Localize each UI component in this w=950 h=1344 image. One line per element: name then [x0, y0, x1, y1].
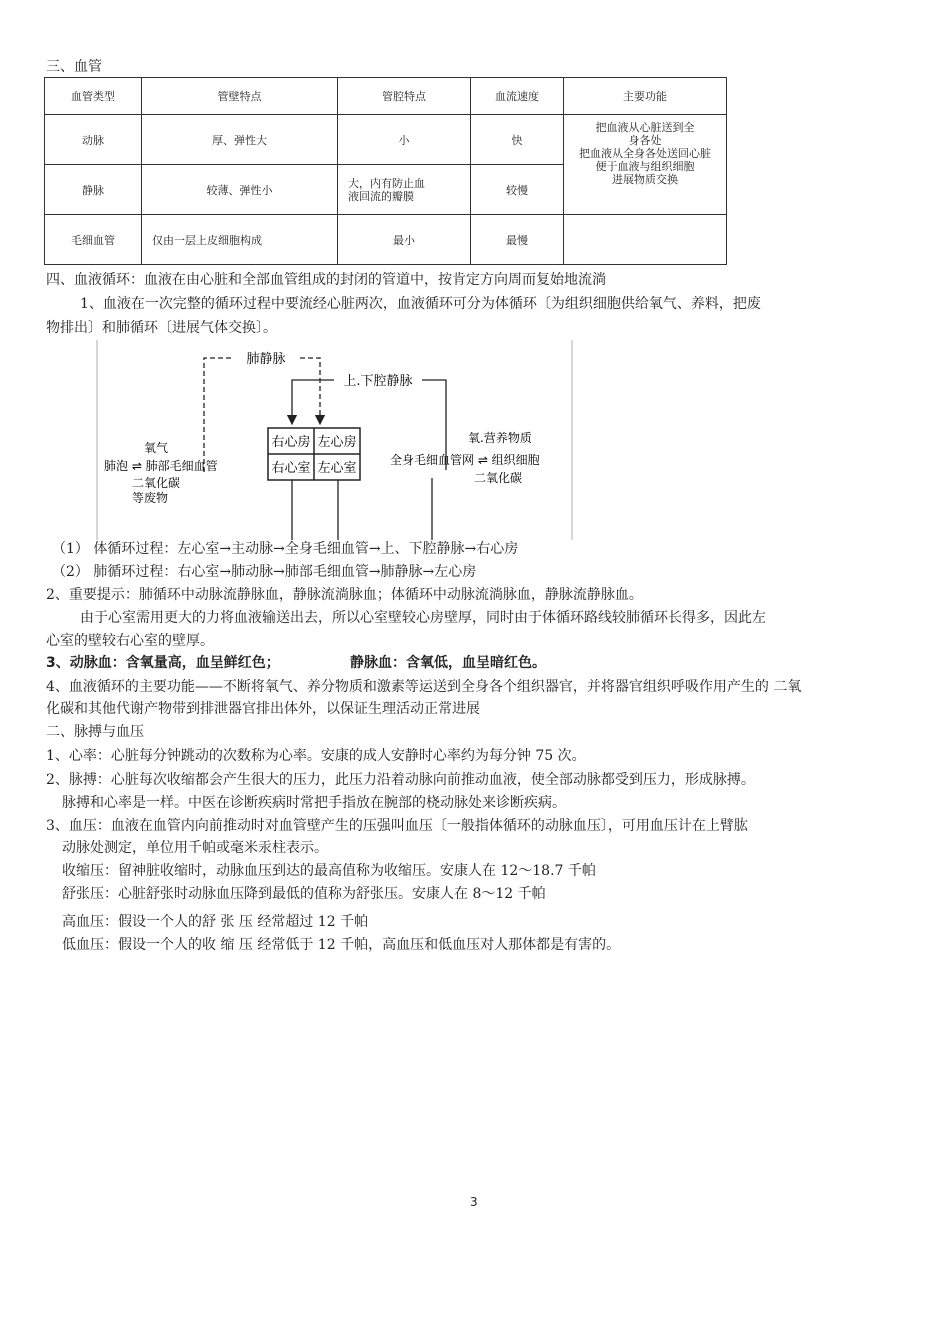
function-cell: [564, 115, 727, 215]
circulation-diagram: [96, 340, 574, 540]
circulation-p1-line1: 1、血液在一次完整的循环过程中要流经心脏两次，血液循环可分为体循环〔为组织细胞供给氧气、养料，把废: [80, 296, 761, 312]
pulmonary-vein-arrow: [300, 358, 320, 424]
table-header-row: [45, 78, 727, 115]
table-cell: [564, 215, 727, 265]
circulation-function-line2: 化碳和其他代谢产物带到排泄器官排出体外，以保证生理活动正常进展: [46, 701, 480, 717]
section-title-pulse: 二、脉搏与血压: [46, 724, 144, 740]
table-cell: 较慢: [471, 165, 564, 215]
oxygen-nutrients-label: 氧.营养物质: [468, 431, 532, 445]
co2-label: 二氧化碳: [474, 471, 523, 485]
important-tip: 2、重要提示：肺循环中动脉流静脉血，静脉流淌脉血；体循环中动脉流淌脉血，静脉流静脉血。: [46, 587, 643, 603]
blood-pressure-line1: 3、血压：血液在血管内向前推动时对血管壁产生的压强叫血压〔一般指体循环的动脉血压〕，可用血压计在上臂肱: [46, 818, 748, 834]
table-cell: 小: [338, 115, 471, 165]
systemic-circulation-line: （1） 体循环过程：左心室→主动脉→全身毛细血管→上、下腔静脉→右心房: [52, 541, 519, 557]
vena-cava-arrow: [292, 380, 334, 424]
right-ventricle-label: 右心室: [271, 461, 311, 476]
table-cell: 最慢: [471, 215, 564, 265]
function-line: 便于血液与组织细胞: [595, 160, 695, 173]
table-header: 血管类型: [45, 78, 142, 115]
co2-waste-label-2: 等废物: [132, 491, 169, 505]
table-cell: 仅由一层上皮细胞构成: [142, 215, 338, 265]
function-line: 把血液从全身各处送回心脏: [579, 147, 711, 160]
table-cell: 快: [471, 115, 564, 165]
table-header: 管腔特点: [338, 78, 471, 115]
table-header: 血流速度: [471, 78, 564, 115]
pulmonary-circulation-line: （2） 肺循环过程：右心室→肺动脉→肺部毛细血管→肺静脉→左心房: [52, 564, 477, 580]
table-header: 主要功能: [564, 78, 727, 115]
vessel-table: [44, 77, 727, 265]
lumen-line: 大，内有防止血: [348, 176, 425, 190]
lumen-line: 液回流的瓣膜: [348, 189, 414, 203]
function-line: 身各处: [628, 134, 662, 147]
table-cell: 厚、弹性大: [142, 115, 338, 165]
oxygen-label: 氧气: [144, 441, 169, 455]
circulation-intro: 四、血液循环：血液在由心脏和全部血管组成的封闭的管道中，按肯定方向周而复始地流淌: [46, 272, 606, 288]
function-line: 把血液从心脏送到全: [595, 121, 695, 134]
pulse-line1: 2、脉搏：心脏每次收缩都会产生很大的压力，此压力沿着动脉向前推动血液，使全部动脉都受到压力，形成脉搏。: [46, 772, 755, 788]
left-atrium-label: 左心房: [317, 435, 357, 450]
pulse-line2: 脉搏和心率是一样。中医在诊断疾病时常把手指放在腕部的桡动脉处来诊断疾病。: [62, 795, 566, 811]
ventricle-reason-line2: 心室的壁较右心室的壁厚。: [46, 633, 214, 649]
page-number: 3: [470, 1195, 478, 1209]
right-atrium-label: 右心房: [271, 435, 311, 450]
section-title-vessels: 三、血管: [46, 59, 102, 75]
function-line: 进展物质交换: [612, 173, 678, 186]
heart-rate-line: 1、心率：心脏每分钟跳动的次数称为心率。安康的成人安静时心率约为每分钟 75 次。: [46, 748, 586, 764]
co2-waste-label-1: 二氧化碳: [132, 476, 181, 490]
high-bp-line: 高血压：假设一个人的舒 张 压 经常超过 12 千帕: [62, 914, 369, 930]
low-bp-line: 低血压：假设一个人的收 缩 压 经常低于 12 千帕，高血压和低血压对人那体都是有害的。: [62, 937, 621, 953]
circulation-function-line1: 4、血液循环的主要功能——不断将氧气、养分物质和激素等运送到全身各个组织器官，并将器官组织呼吸作用产生的 二氧: [46, 679, 802, 695]
blood-pressure-line2: 动脉处测定，单位用千帕或毫米汞柱表示。: [62, 840, 328, 856]
vena-cava-label: 上.下腔静脉: [343, 374, 413, 389]
table-row: [45, 215, 727, 265]
table-cell: [338, 165, 471, 215]
diastolic-line: 舒张压：心脏舒张时动脉血压降到最低的值称为舒张压。安康人在 8～12 千帕: [62, 886, 546, 902]
table-cell: 最小: [338, 215, 471, 265]
venous-blood-def: 静脉血：含氧低，血呈暗红色。: [350, 655, 546, 671]
table-cell: 静脉: [45, 165, 142, 215]
table-cell: 毛细血管: [45, 215, 142, 265]
arterial-blood-def: 3、动脉血：含氧量高，血呈鲜红色；: [46, 655, 280, 671]
systemic-exchange-label: 全身毛细血管网 ⇌ 组织细胞: [390, 453, 540, 467]
circulation-p1-line2: 物排出〕和肺循环〔进展气体交换〕。: [46, 320, 277, 336]
table-cell: 动脉: [45, 115, 142, 165]
table-header: 管壁特点: [142, 78, 338, 115]
pulmonary-loop-left: [204, 358, 232, 472]
table-cell: 较薄、弹性小: [142, 165, 338, 215]
ventricle-reason-line1: 由于心室需用更大的力将血液输送出去，所以心室壁较心房壁厚，同时由于体循环路线较肺循环长得多，因此左: [80, 610, 766, 626]
pulmonary-vein-label: 肺静脉: [246, 352, 286, 367]
table-row: [45, 115, 727, 165]
left-ventricle-label: 左心室: [317, 461, 357, 476]
systolic-line: 收缩压：留神脏收缩时，动脉血压到达的最高值称为收缩压。安康人在 12～18.7 千帕: [62, 863, 596, 879]
alveoli-exchange-label: 肺泡 ⇌ 肺部毛细血管: [104, 459, 218, 473]
